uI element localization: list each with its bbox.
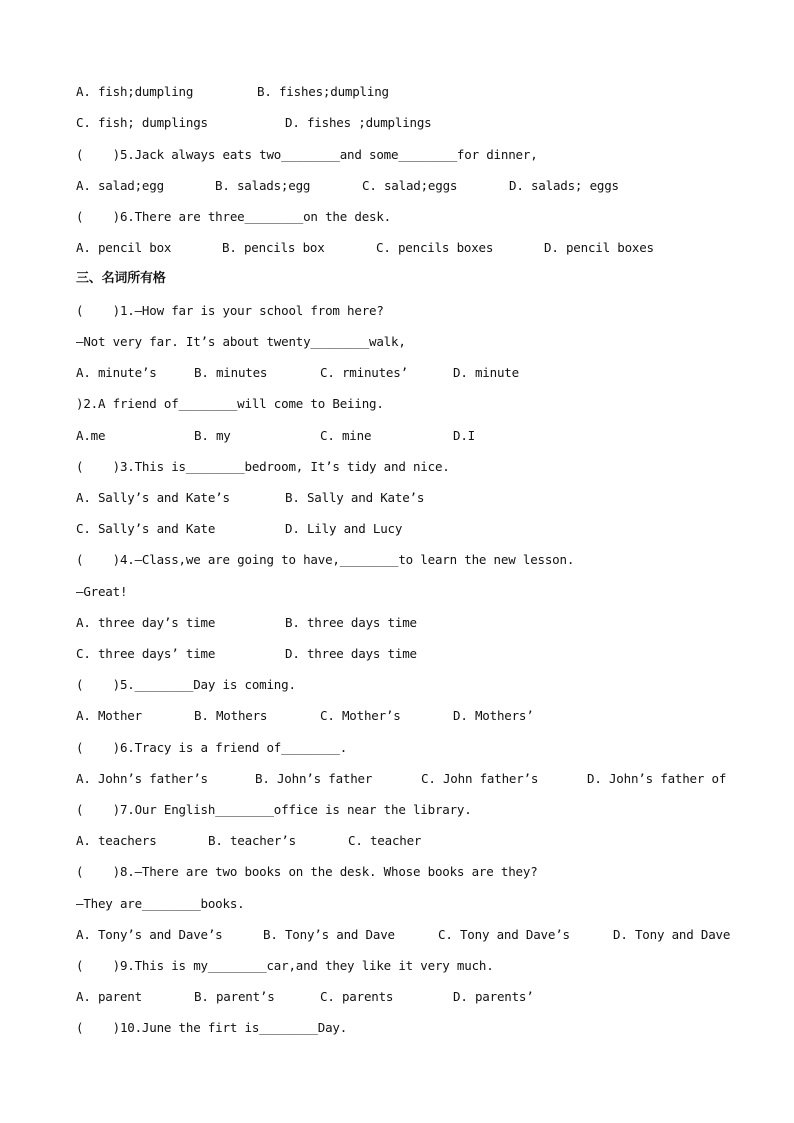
answer-option: B. John’s father — [255, 771, 373, 786]
question-line: ( )1.—How far is your school from here? — [76, 303, 384, 318]
answer-option: A. Mother — [76, 708, 142, 723]
options-row — [76, 113, 776, 133]
question-line: ( )4.—Class,we are going to have,________to learn the new lesson. — [76, 552, 575, 567]
answer-option: A.me — [76, 428, 106, 443]
answer-option: B. fishes;dumpling — [257, 84, 389, 99]
answer-option: D. Mothers’ — [453, 708, 534, 723]
answer-option: A. three day’s time — [76, 615, 216, 630]
answer-option: C. Mother’s — [320, 708, 401, 723]
answer-option: A. pencil box — [76, 240, 172, 255]
options-row — [76, 925, 776, 945]
answer-option: D. parents’ — [453, 989, 534, 1004]
answer-option: A. fish;dumpling — [76, 84, 194, 99]
answer-option: A. parent — [76, 989, 142, 1004]
options-row — [76, 82, 776, 102]
answer-option: A. John’s father’s — [76, 771, 208, 786]
answer-option: D. fishes ;dumplings — [285, 115, 432, 130]
options-row — [76, 426, 776, 446]
answer-option: B. salads;egg — [215, 178, 311, 193]
answer-option: C. rminutes’ — [320, 365, 408, 380]
question-line: ( )6.There are three________on the desk. — [76, 209, 392, 224]
answer-option: B. Sally and Kate’s — [285, 490, 425, 505]
section-heading: 三、名词所有格 — [76, 271, 166, 286]
answer-option: A. Sally’s and Kate’s — [76, 490, 230, 505]
question-line: ( )7.Our English________office is near the library. — [76, 802, 472, 817]
answer-option: D. Lily and Lucy — [285, 521, 403, 536]
question-line: —Not very far. It’s about twenty________walk, — [76, 334, 406, 349]
answer-option: B. teacher’s — [208, 833, 296, 848]
answer-option: D. Tony and Dave — [613, 927, 731, 942]
question-line: ( )3.This is________bedroom, It’s tidy and nice. — [76, 459, 450, 474]
answer-option: C. fish; dumplings — [76, 115, 208, 130]
answer-option: A. Tony’s and Dave’s — [76, 927, 223, 942]
answer-option: C. Tony and Dave’s — [438, 927, 570, 942]
options-row — [76, 238, 776, 258]
answer-option: C. pencils boxes — [376, 240, 494, 255]
answer-option: C. Sally’s and Kate — [76, 521, 216, 536]
answer-option: C. teacher — [348, 833, 422, 848]
question-line: ( )8.—There are two books on the desk. Whose books are they? — [76, 864, 538, 879]
answer-option: B. minutes — [194, 365, 268, 380]
answer-option: B. three days time — [285, 615, 417, 630]
options-row — [76, 519, 776, 539]
question-line: ( )6.Tracy is a friend of________. — [76, 740, 348, 755]
answer-option: A. teachers — [76, 833, 157, 848]
options-row — [76, 769, 776, 789]
answer-option: D. John’s father of — [587, 771, 727, 786]
question-line: ( )9.This is my________car,and they like it very much. — [76, 958, 494, 973]
question-line: ( )5.________Day is coming. — [76, 677, 296, 692]
answer-option: D. three days time — [285, 646, 417, 661]
question-line: ( )10.June the firt is________Day. — [76, 1020, 348, 1035]
answer-option: C. salad;eggs — [362, 178, 458, 193]
answer-option: B. Mothers — [194, 708, 268, 723]
answer-option: D. salads; eggs — [509, 178, 619, 193]
answer-option: B. parent’s — [194, 989, 275, 1004]
options-row — [76, 987, 776, 1007]
answer-option: B. my — [194, 428, 231, 443]
answer-option: A. salad;egg — [76, 178, 164, 193]
answer-option: B. Tony’s and Dave — [263, 927, 395, 942]
question-line: )2.A friend of________will come to Beiing. — [76, 396, 384, 411]
question-line: ( )5.Jack always eats two________and some________for dinner, — [76, 147, 538, 162]
answer-option: B. pencils box — [222, 240, 325, 255]
answer-option: C. mine — [320, 428, 372, 443]
options-row — [76, 176, 776, 196]
question-line: —Great! — [76, 584, 128, 599]
answer-option: D. minute — [453, 365, 519, 380]
options-row — [76, 706, 776, 726]
options-row — [76, 488, 776, 508]
answer-option: D.I — [453, 428, 475, 443]
options-row — [76, 363, 776, 383]
options-row — [76, 613, 776, 633]
answer-option: C. John father’s — [421, 771, 539, 786]
answer-option: C. three days’ time — [76, 646, 216, 661]
answer-option: A. minute’s — [76, 365, 157, 380]
answer-option: C. parents — [320, 989, 394, 1004]
options-row — [76, 644, 776, 664]
options-row — [76, 831, 776, 851]
question-line: —They are________books. — [76, 896, 245, 911]
answer-option: D. pencil boxes — [544, 240, 654, 255]
